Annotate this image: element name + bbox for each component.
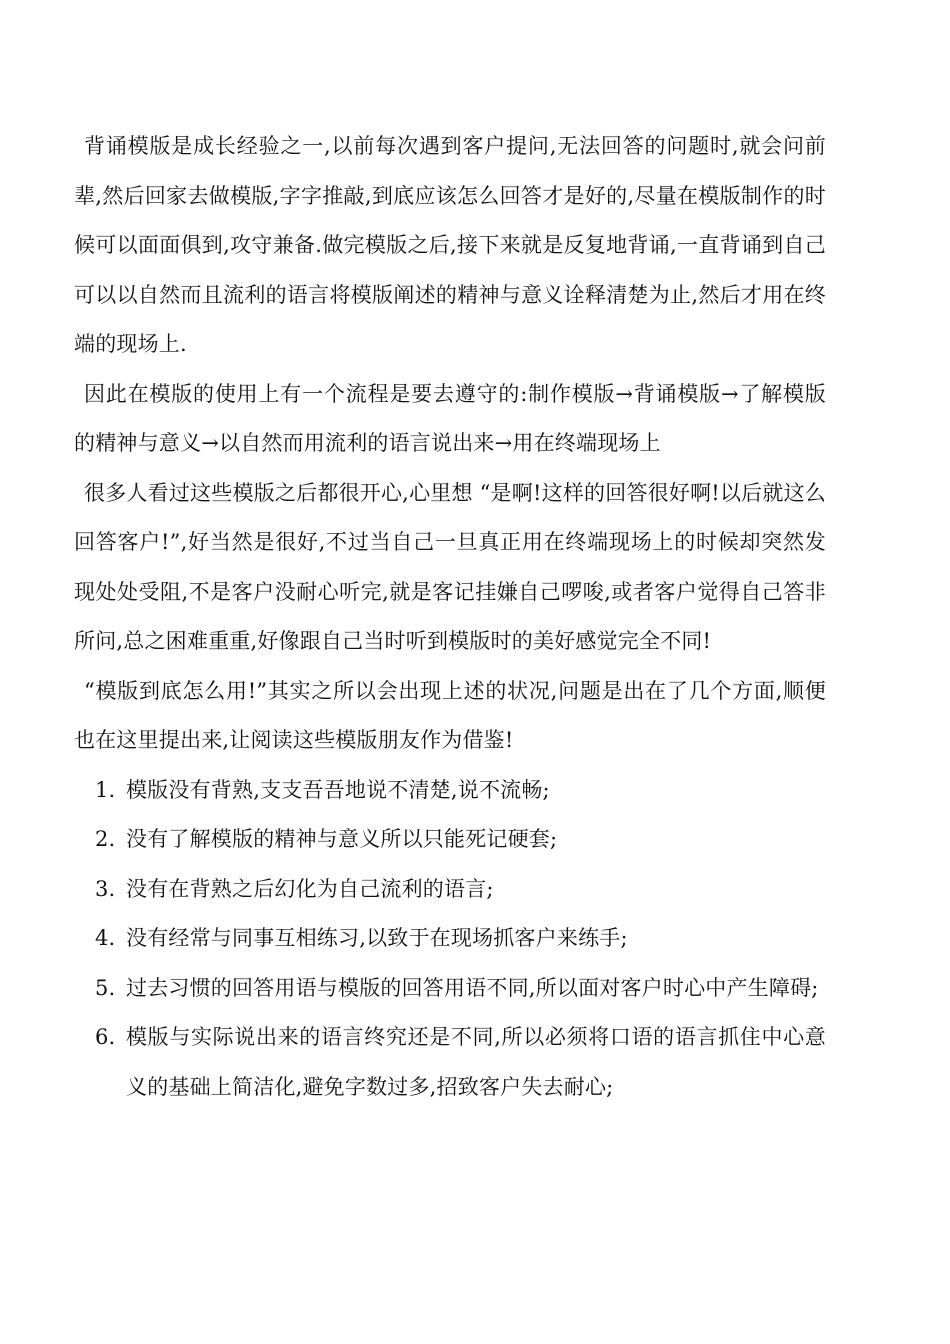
- list-text: 没有在背熟之后幻化为自己流利的语言;: [126, 876, 494, 901]
- paragraph-template-workflow: 因此在模版的使用上有一个流程是要去遵守的:制作模版→背诵模版→了解模版的精神与意义→以自然而用流利的语言说出来→用在终端现场上: [74, 381, 826, 455]
- paragraph-field-difficulties: 很多人看过这些模版之后都很开心,心里想 “是啊!这样的回答很好啊!以后就这么回答客户!”,好当然是很好,不过当自己一旦真正用在终端现场上的时候却突然发现处处受阻,不是客户没耐心听完,就是客记挂嫌自己啰唆,或者客户觉得自己答非所问,总之困难重重,好像跟自己当时听到模版时的美好感觉完全不同!: [74, 480, 826, 653]
- list-number: 4.: [95, 926, 116, 950]
- list-number: 6.: [95, 1025, 116, 1049]
- paragraph-recitation-experience: 背诵模版是成长经验之一,以前每次遇到客户提问,无法回答的问题时,就会问前辈,然后回家去做模版,字字推敲,到底应该怎么回答才是好的,尽量在模版制作的时候可以面面俱到,攻守兼备.做完模版之后,接下来就是反复地背诵,一直背诵到自己可以以自然而且流利的语言将模版阐述的精神与意义诠释清楚为止,然后才用在终端的现场上.: [74, 134, 826, 356]
- list-item: [74, 914, 826, 964]
- list-text: 模版没有背熟,支支吾吾地说不清楚,说不流畅;: [126, 777, 550, 802]
- list-number: 5.: [95, 975, 116, 1000]
- list-number: 1.: [95, 777, 116, 802]
- document-body: [74, 122, 826, 1112]
- list-item: [74, 865, 826, 915]
- list-item: [74, 766, 826, 816]
- list-number: 3.: [95, 876, 116, 901]
- list-text: 没有经常与同事互相练习,以致于在现场抓客户来练手;: [126, 926, 628, 950]
- list-item: [74, 964, 826, 1014]
- list-text: 过去习惯的回答用语与模版的回答用语不同,所以面对客户时心中产生障碍;: [126, 975, 819, 1000]
- list-text: 没有了解模版的精神与意义所以只能死记硬套;: [126, 827, 558, 851]
- list-item: [74, 1013, 826, 1112]
- list-number: 2.: [95, 827, 116, 851]
- paragraph-how-to-use: “模版到底怎么用!”其实之所以会出现上述的状况,问题是出在了几个方面,顺便也在这里提出来,让阅读这些模版朋友作为借鉴!: [74, 678, 826, 752]
- problem-list: [74, 766, 826, 1113]
- list-text: 模版与实际说出来的语言终究还是不同,所以必须将口语的语言抓住中心意义的基础上简洁化,避免字数过多,招致客户失去耐心;: [126, 1025, 826, 1099]
- list-item: [74, 815, 826, 865]
